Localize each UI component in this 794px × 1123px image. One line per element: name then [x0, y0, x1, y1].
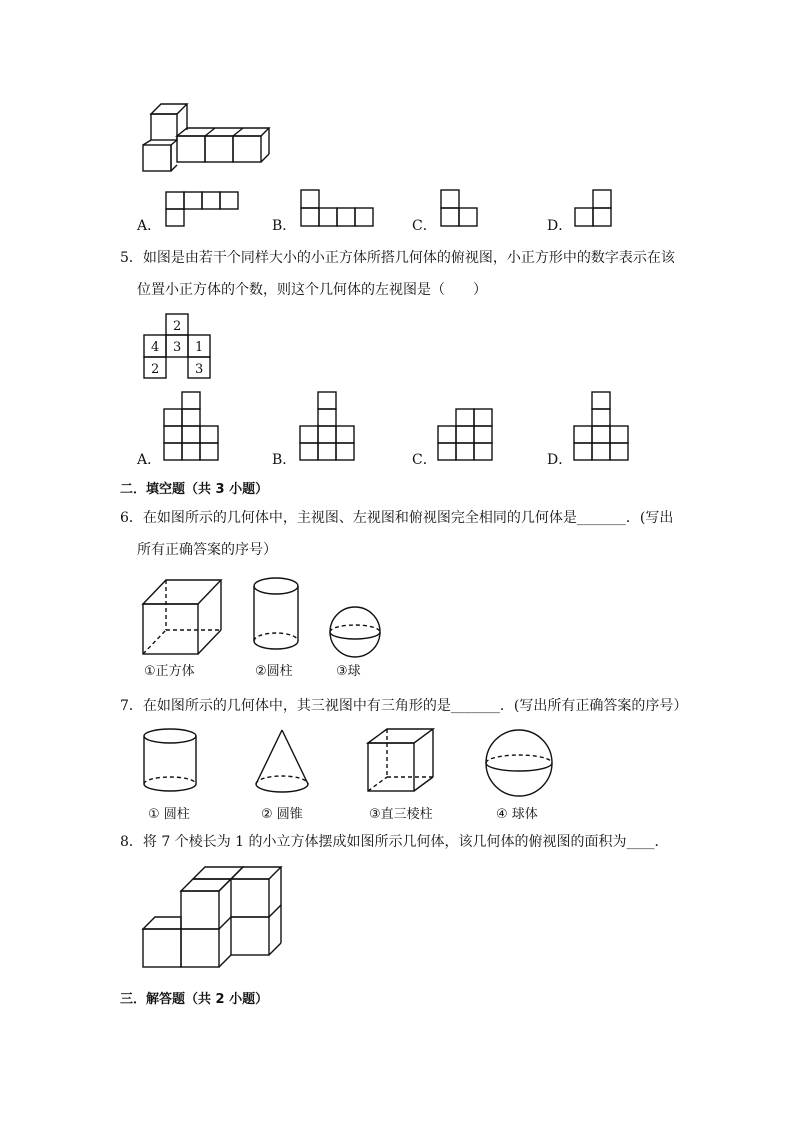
q7-caption-sphere: ④ 球体	[496, 807, 538, 822]
q4-option-b-label: B．	[272, 218, 297, 234]
q5-question-line1: 5．如图是由若干个同样大小的小正方体所搭几何体的俯视图，小正方形中的数字表示在该	[120, 250, 675, 266]
q5-option-a-label: A．	[137, 452, 162, 468]
q6-caption-sphere: ③球	[336, 664, 361, 679]
q6-question-line1: 6．在如图所示的几何体中，主视图、左视图和俯视图完全相同的几何体是_______．(写出	[120, 510, 674, 526]
q8-question-line1: 8．将 7 个棱长为 1 的小立方体摆成如图所示几何体，该几何体的俯视图的面积为____．	[120, 834, 669, 850]
q6-caption-cylinder: ②圆柱	[255, 664, 293, 679]
q4-option-a-label: A．	[137, 218, 162, 234]
q5-grid-number: 2	[151, 362, 160, 377]
q5-option-b-label: B．	[272, 452, 297, 468]
q5-question-line2: 位置小正方体的个数，则这个几何体的左视图是（ ）	[137, 282, 487, 298]
q4-option-d-label: D．	[547, 218, 573, 234]
q5-grid-number: 2	[173, 319, 182, 334]
q5-grid-number: 1	[195, 340, 204, 355]
q5-grid-number: 3	[173, 340, 182, 355]
q7-caption-cylinder: ① 圆柱	[148, 807, 190, 822]
q6-question-line2: 所有正确答案的序号）	[137, 542, 277, 558]
q5-option-d-label: D．	[547, 452, 573, 468]
q4-option-c-label: C．	[412, 218, 437, 234]
section-3-title: 三．解答题（共 2 小题）	[120, 992, 269, 1007]
q5-option-c-label: C．	[412, 452, 437, 468]
q6-caption-cube: ①正方体	[144, 664, 195, 679]
q5-grid-number: 3	[195, 362, 204, 377]
q5-grid-number: 4	[151, 340, 160, 355]
q7-question-line1: 7．在如图所示的几何体中，其三视图中有三角形的是_______．(写出所有正确答案的序号）	[120, 698, 688, 714]
section-2-title: 二．填空题（共 3 小题）	[120, 482, 269, 497]
q7-caption-prism: ③直三棱柱	[369, 807, 433, 822]
q7-caption-cone: ② 圆锥	[261, 807, 303, 822]
